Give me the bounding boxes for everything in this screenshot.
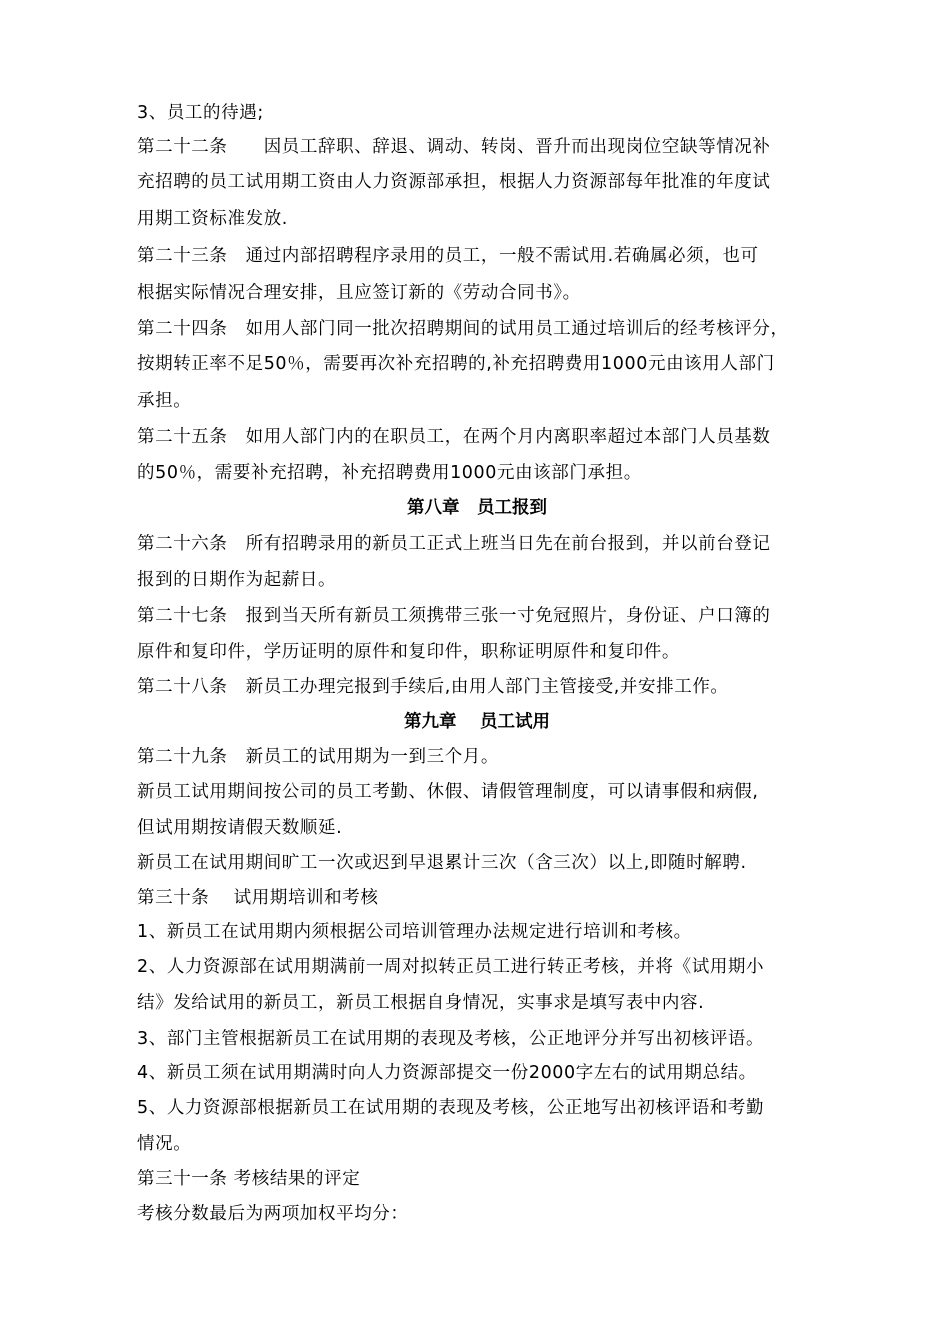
article-28-line: 第二十八条 新员工办理完报到手续后,由用人部门主管接受,并安排工作。 bbox=[137, 677, 729, 697]
article-22-line-3: 用期工资标准发放. bbox=[137, 209, 288, 229]
list-item-3: 3、部门主管根据新员工在试用期的表现及考核，公正地评分并写出初核评语。 bbox=[137, 1029, 765, 1049]
probation-rule-line-1: 新员工试用期间按公司的员工考勤、休假、请假管理制度，可以请事假和病假, bbox=[137, 782, 759, 802]
list-item-2-line-2: 结》发给试用的新员工，新员工根据自身情况，实事求是填写表中内容. bbox=[137, 993, 705, 1013]
article-26-line-2: 报到的日期作为起薪日。 bbox=[137, 570, 337, 590]
probation-rule-line-2: 但试用期按请假天数顺延. bbox=[137, 818, 343, 838]
chapter-9-heading: 第九章 员工试用 bbox=[403, 712, 551, 732]
chapter-8-heading: 第八章 员工报到 bbox=[407, 498, 547, 518]
article-27-line-2: 原件和复印件，学历证明的原件和复印件，职称证明原件和复印件。 bbox=[137, 642, 680, 662]
article-25-line-2: 的50％，需要补充招聘，补充招聘费用1000元由该部门承担。 bbox=[137, 463, 642, 483]
article-24-line-1: 第二十四条 如用人部门同一批次招聘期间的试用员工通过培训后的经考核评分， bbox=[137, 319, 789, 339]
article-22-line-2: 充招聘的员工试用期工资由人力资源部承担，根据人力资源部每年批准的年度试 bbox=[137, 172, 771, 192]
article-29-line: 第二十九条 新员工的试用期为一到三个月。 bbox=[137, 747, 499, 767]
list-item-2-line-1: 2、人力资源部在试用期满前一周对拟转正员工进行转正考核，并将《试用期小 bbox=[137, 957, 765, 977]
article-24-line-2: 按期转正率不足50％，需要再次补充招聘的,补充招聘费用1000元由该用人部门 bbox=[137, 354, 775, 374]
article-30-line: 第三十条 试用期培训和考核 bbox=[137, 888, 379, 908]
probation-rule-line-3: 新员工在试用期间旷工一次或迟到早退累计三次（含三次）以上,即随时解聘. bbox=[137, 853, 747, 873]
article-25-line-1: 第二十五条 如用人部门内的在职员工，在两个月内离职率超过本部门人员基数 bbox=[137, 427, 771, 447]
article-23-line-2: 根据实际情况合理安排，且应签订新的《劳动合同书》。 bbox=[137, 283, 581, 303]
list-item-5-line-1: 5、人力资源部根据新员工在试用期的表现及考核，公正地写出初核评语和考勤 bbox=[137, 1098, 765, 1118]
paragraph-line: 3、员工的待遇; bbox=[137, 103, 264, 123]
list-item-1: 1、新员工在试用期内须根据公司培训管理办法规定进行培训和考核。 bbox=[137, 922, 692, 942]
article-27-line-1: 第二十七条 报到当天所有新员工须携带三张一寸免冠照片，身份证、户口簿的 bbox=[137, 606, 771, 626]
article-23-line-1: 第二十三条 通过内部招聘程序录用的员工，一般不需试用.若确属必须，也可 bbox=[137, 246, 759, 266]
score-calculation-line: 考核分数最后为两项加权平均分： bbox=[137, 1204, 409, 1224]
list-item-4: 4、新员工须在试用期满时向人力资源部提交一份2000字左右的试用期总结。 bbox=[137, 1063, 757, 1083]
article-31-line: 第三十一条 考核结果的评定 bbox=[137, 1169, 361, 1189]
article-26-line-1: 第二十六条 所有招聘录用的新员工正式上班当日先在前台报到，并以前台登记 bbox=[137, 534, 771, 554]
article-24-line-3: 承担。 bbox=[137, 391, 192, 411]
article-22-line-1: 第二十二条 因员工辞职、辞退、调动、转岗、晋升而出现岗位空缺等情况补 bbox=[137, 137, 771, 157]
list-item-5-line-2: 情况。 bbox=[137, 1134, 192, 1154]
